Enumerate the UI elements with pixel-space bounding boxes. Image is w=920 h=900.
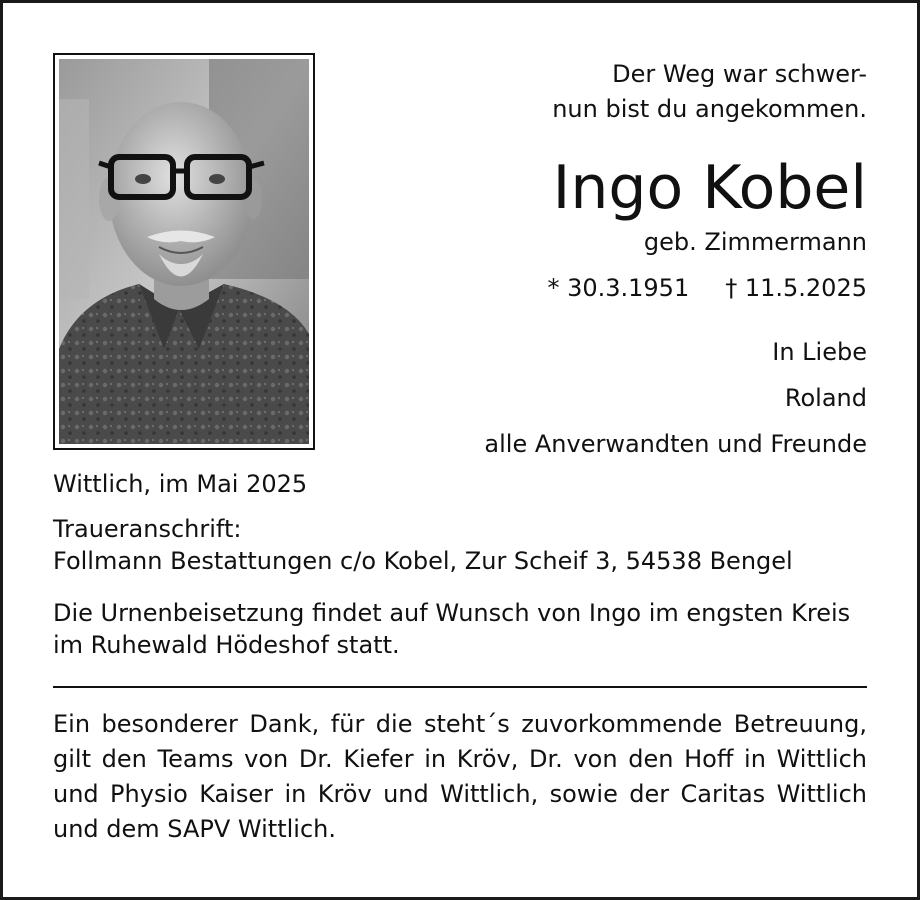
- birth-name: geb. Zimmermann: [643, 228, 867, 256]
- portrait-image: [59, 59, 309, 444]
- mourners-line-1: In Liebe: [772, 338, 867, 366]
- mourners: [484, 329, 867, 467]
- birth-date: * 30.3.1951: [547, 274, 690, 302]
- motto-line-1: Der Weg war schwer-: [612, 60, 867, 88]
- life-dates: [547, 271, 867, 305]
- portrait-photo: [53, 53, 315, 450]
- deceased-name: Ingo Kobel: [552, 153, 867, 223]
- place-date: Wittlich, im Mai 2025: [53, 470, 308, 498]
- thanks-paragraph: Ein besonderer Dank, für die steht´s zuvorkommende Betreuung, gilt den Teams von Dr. Kiefer in Kröv, Dr. von den Hoff in Wittlich und Physio Kaiser in Kröv und Wittlich, sowie der Caritas Wittlich und dem SAPV Wittlich.: [53, 710, 867, 843]
- funeral-address: [53, 513, 867, 577]
- mourners-line-2: Roland: [784, 384, 867, 412]
- divider: [53, 686, 867, 688]
- mourners-line-3: alle Anverwandten und Freunde: [484, 430, 867, 458]
- address-label: Traueranschrift:: [53, 515, 242, 543]
- death-date: † 11.5.2025: [725, 274, 867, 302]
- motto-line-2: nun bist du angekommen.: [552, 95, 867, 123]
- address-text: Follmann Bestattungen c/o Kobel, Zur Scheif 3, 54538 Bengel: [53, 547, 793, 575]
- motto: [552, 57, 867, 127]
- urn-notice: Die Urnenbeisetzung findet auf Wunsch von Ingo im engsten Kreis im Ruhewald Hödeshof statt.: [53, 599, 851, 659]
